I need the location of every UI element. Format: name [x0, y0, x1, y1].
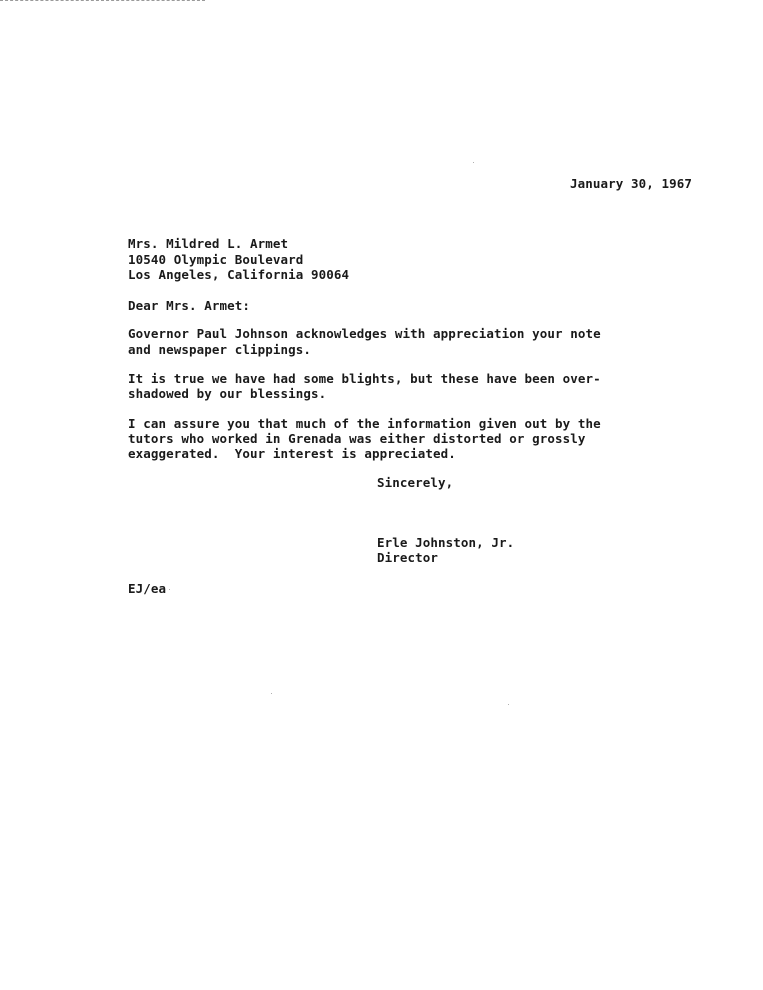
recipient-street: 10540 Olympic Boulevard [128, 252, 304, 267]
top-edge-rule [0, 0, 205, 1]
body-line: exaggerated. Your interest is appreciated. [128, 446, 456, 461]
body-line: tutors who worked in Grenada was either distorted or grossly [128, 431, 586, 446]
body-line: It is true we have had some blights, but these have been over- [128, 371, 601, 386]
signer-title: Director [377, 550, 439, 565]
letter-date: January 30, 1967 [570, 176, 693, 191]
recipient-name: Mrs. Mildred L. Armet [128, 236, 289, 251]
reference-initials: EJ/ea [128, 581, 167, 596]
closing: Sincerely, [377, 475, 454, 490]
signer-name: Erle Johnston, Jr. [377, 535, 515, 550]
scan-speck [473, 162, 474, 163]
body-line: and newspaper clippings. [128, 342, 312, 357]
recipient-city: Los Angeles, California 90064 [128, 267, 350, 282]
body-line: shadowed by our blessings. [128, 386, 327, 401]
salutation: Dear Mrs. Armet: [128, 298, 251, 313]
scan-speck [508, 704, 509, 705]
body-line: I can assure you that much of the information given out by the [128, 416, 601, 431]
body-line: Governor Paul Johnson acknowledges with appreciation your note [128, 326, 601, 341]
scan-speck [169, 589, 170, 590]
scan-speck [271, 693, 272, 694]
